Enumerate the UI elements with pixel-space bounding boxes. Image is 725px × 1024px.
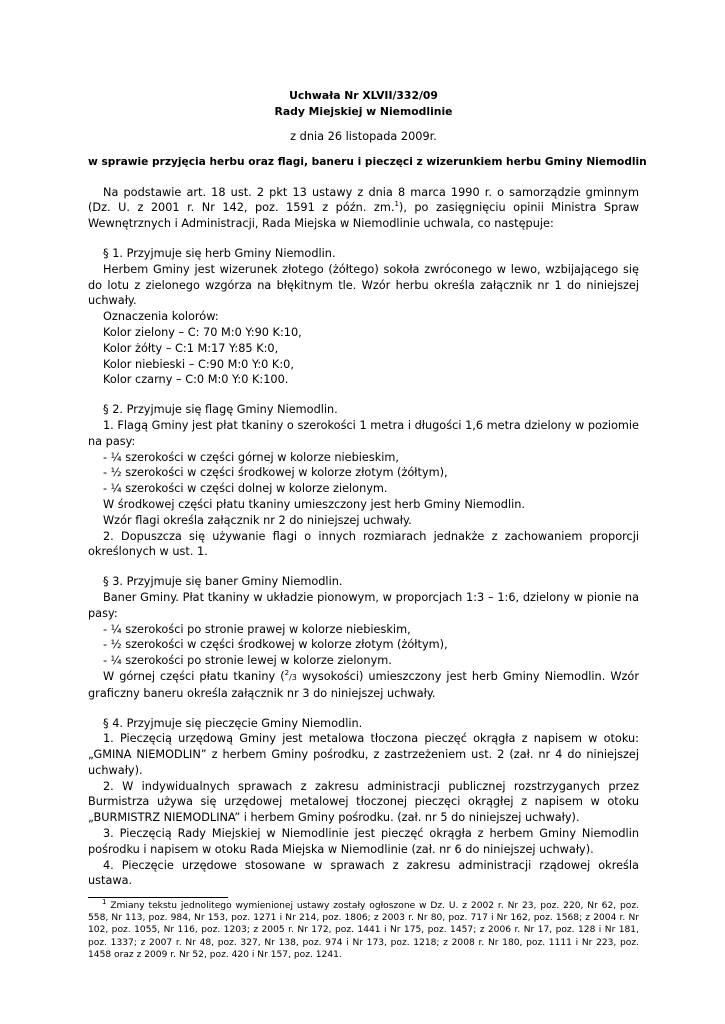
section-3-paragraph-1: Baner Gminy. Płat tkaniny w układzie pionowym, w proporcjach 1:3 – 1:6, dzielony w pionie na pasy: <box>88 590 639 620</box>
banner-stripe: - ½ szerokości w części środkowej w kolorze złotym (żółtym), <box>103 638 448 652</box>
preamble <box>88 185 639 232</box>
flag-stripe: - ½ szerokości w części środkowej w kolorze złotym (żółtym), <box>103 466 448 480</box>
fraction-numerator: 2 <box>284 669 290 678</box>
colors-label: Oznaczenia kolorów: <box>103 310 219 324</box>
section-2-paragraph-4: 2. Dopuszcza się używanie flagi o innych rozmiarach jednakże z zachowaniem proporcji określonych w ust. 1. <box>88 529 639 559</box>
resolution-issuer: Rady Miejskiej w Niemodlinie <box>274 104 453 118</box>
section-3-heading: § 3. Przyjmuje się baner Gminy Niemodlin. <box>103 575 343 589</box>
section-3-paragraph-2 <box>88 669 639 702</box>
color-item: Kolor zielony – C: 70 M:0 Y:90 K:10, <box>103 325 302 339</box>
section-4-paragraph-2: 2. W indywidualnych sprawach z zakresu administracji publicznej rozstrzyganych przez Burmistrza używa się urzędowej metalowej tłoczonej pieczęci okrągłej z napisem w otoku „BURMISTRZ NIEMODLINA” i herbem Gminy pośrodku. (zał. nr 5 do niniejszej uchwały). <box>88 779 639 825</box>
banner-text-1: W górnej części płatu tkaniny ( <box>103 669 285 683</box>
section-2-paragraph-1: 1. Flagą Gminy jest płat tkaniny o szerokości 1 metra i długości 1,6 metra dzielony w poziomie na pasy: <box>88 418 639 448</box>
section-4-paragraph-1: 1. Pieczęcią urzędową Gminy jest metalowa tłoczona pieczęć okrągła z napisem w otoku: „GMINA NIEMODLIN” z herbem Gminy pośrodku, z zastrzeżeniem ust. 2 (zał. nr 4 do niniejszej uchwały). <box>88 732 639 777</box>
section-1-description: Herbem Gminy jest wizerunek złotego (żółtego) sokoła zwróconego w lewo, wzbijającego się do lotu z zielonego wzgórza na błękitnym tle. Wzór herbu określa załącznik nr 1 do niniejszej uchwały. <box>88 262 639 308</box>
banner-text-2: wysokości) umieszczony jest herb Gminy Niemodlin. Wzór graficzny baneru określa załącznik nr 3 do niniejszej uchwały. <box>88 669 639 700</box>
section-2-heading: § 2. Przyjmuje się flagę Gminy Niemodlin. <box>103 403 338 417</box>
section-4-paragraph-4: 4. Pieczęcie urzędowe stosowane w sprawach z zakresu administracji rządowej określa ustawa. <box>88 858 639 888</box>
section-2-paragraph-2: W środkowej części płatu tkaniny umieszczony jest herb Gminy Niemodlin. <box>103 497 525 511</box>
preamble-text-2: ), po zasięgnięciu opinii Ministra Spraw Wewnętrznych i Administracji, Rada Miejska w Niemodlinie uchwala, co następuje: <box>88 201 639 231</box>
banner-stripe: - ¼ szerokości po stronie prawej w kolorze niebieskim, <box>103 622 411 636</box>
color-item: Kolor czarny – C:0 M:0 Y:0 K:100. <box>103 373 289 387</box>
footnote-number: 1 <box>102 898 107 907</box>
resolution-title: Uchwała Nr XLVII/332/09 <box>289 89 438 102</box>
footnote <box>88 900 639 960</box>
color-item: Kolor żółty – C:1 M:17 Y:85 K:0, <box>103 341 279 355</box>
resolution-subject: w sprawie przyjęcia herbu oraz flagi, baneru i pieczęci z wizerunkiem herbu Gminy Niemodlin <box>88 155 647 168</box>
section-1-heading: § 1. Przyjmuje się herb Gminy Niemodlin. <box>103 246 336 260</box>
document-page <box>88 88 647 961</box>
footnote-text: Zmiany tekstu jednolitego wymienionej ustawy zostały ogłoszone w Dz. U. z 2002 r. Nr 23, poz. 220, Nr 62, poz. 558, Nr 113, poz. 984, Nr 153, poz. 1271 i Nr 214, poz. 1806; z 2003 r. Nr 80, poz. 717 i Nr 162, poz. 1568; z 2004 r. Nr 102, poz. 1055, Nr 116, poz. 1203; z 2005 r. Nr 172, poz. 1441 i Nr 175, poz. 1457; z 2006 r. Nr 17, poz. 128 i Nr 181, poz. 1337; z 2007 r. Nr 48, poz. 327, Nr 138, poz. 974 i Nr 173, poz. 1218; z 2008 r. Nr 180, poz. 1111 i Nr 223, poz. 1458 oraz z 2009 r. Nr 52, poz. 420 i Nr 157, poz. 1241. <box>88 901 639 960</box>
flag-stripe: - ¼ szerokości w części górnej w kolorze niebieskim, <box>103 450 399 464</box>
fraction-denominator: /3 <box>289 672 297 682</box>
section-4-heading: § 4. Przyjmuje się pieczęcie Gminy Niemodlin. <box>103 716 363 730</box>
section-4-paragraph-3: 3. Pieczęcią Rady Miejskiej w Niemodlinie jest pieczęć okrągła z herbem Gminy Niemodlin pośrodku i napisem w otoku Rada Miejska w Niemodlinie (zał. nr 6 do niniejszej uchwały). <box>88 827 639 856</box>
flag-stripe: - ¼ szerokości w części dolnej w kolorze zielonym. <box>103 482 388 496</box>
footnote-ref: 1 <box>394 200 399 209</box>
banner-stripe: - ¼ szerokości po stronie lewej w kolorze zielonym. <box>103 654 392 668</box>
section-2-paragraph-3: Wzór flagi określa załącznik nr 2 do niniejszej uchwały. <box>103 513 412 527</box>
footnote-separator <box>88 897 228 898</box>
resolution-date: z dnia 26 listopada 2009r. <box>290 130 437 143</box>
preamble-text-1: Na podstawie art. 18 ust. 2 pkt 13 ustawy z dnia 8 marca 1990 r. o samorządzie gminnym (Dz. U. z 2001 r. Nr 142, poz. 1591 z późn. zm. <box>88 185 639 215</box>
color-item: Kolor niebieski – C:90 M:0 Y:0 K:0, <box>103 357 294 371</box>
